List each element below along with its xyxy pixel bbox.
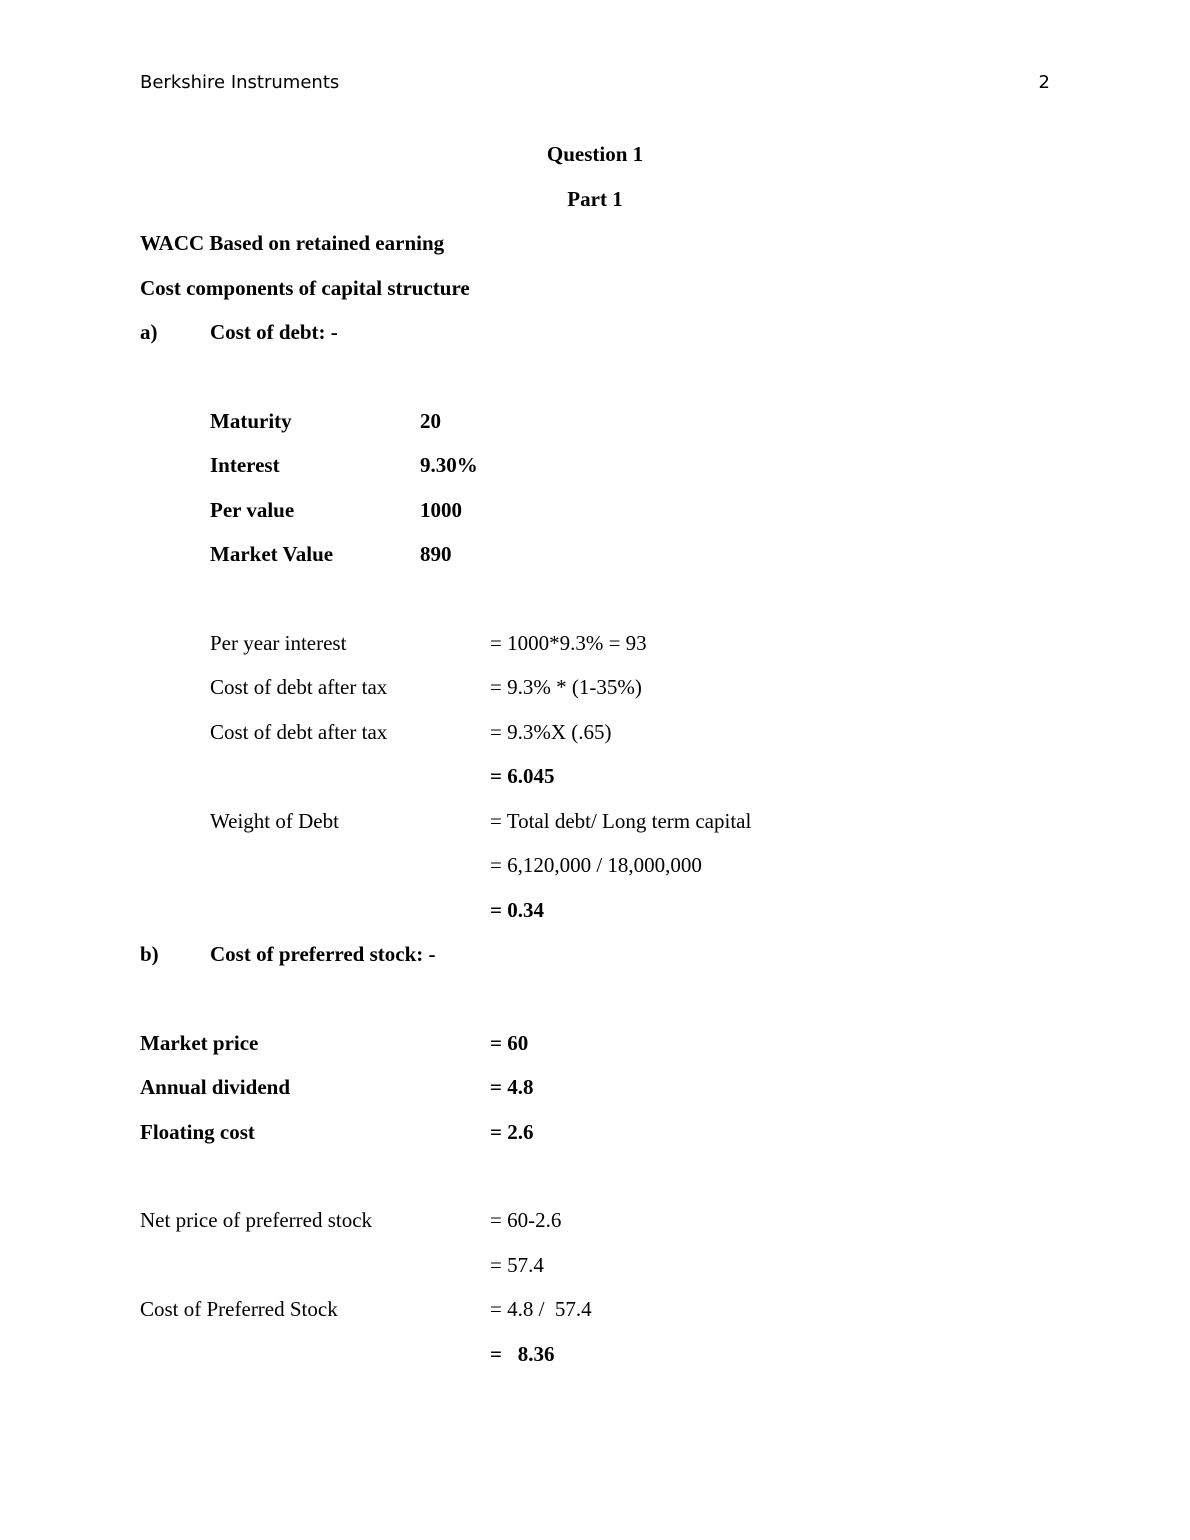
debt-input-value: 890 xyxy=(420,542,452,566)
debt-input-label: Per value xyxy=(210,498,295,522)
debt-calc-label: Cost of debt after tax xyxy=(210,720,388,744)
preferred-input-label: Market price xyxy=(140,1031,259,1055)
preferred-input-label: Annual dividend xyxy=(140,1075,290,1099)
page-number: 2 xyxy=(1038,72,1050,93)
preferred-input-label: Floating cost xyxy=(140,1120,255,1144)
debt-calc-label: Per year interest xyxy=(210,631,347,655)
preferred-input-value: = 2.6 xyxy=(490,1120,534,1144)
debt-input-label: Interest xyxy=(210,453,280,477)
debt-calc-label: Weight of Debt xyxy=(210,809,339,833)
debt-input-label: Maturity xyxy=(210,409,292,433)
debt-calc-value: = 9.3%X (.65) xyxy=(490,720,612,744)
preferred-marker: b) xyxy=(140,942,159,966)
debt-input-value: 9.30% xyxy=(420,453,478,477)
running-header-title: Berkshire Instruments xyxy=(140,72,340,93)
preferred-heading: Cost of preferred stock: - xyxy=(210,942,436,966)
debt-calc-value: = Total debt/ Long term capital xyxy=(490,809,752,833)
preferred-input-value: = 4.8 xyxy=(490,1075,534,1099)
debt-marker: a) xyxy=(140,320,158,344)
debt-calc-value: = 9.3% * (1-35%) xyxy=(490,675,642,699)
preferred-calc-label: Net price of preferred stock xyxy=(140,1208,373,1232)
subsection-heading: Cost components of capital structure xyxy=(140,276,470,300)
debt-weight-result: = 0.34 xyxy=(490,898,544,922)
preferred-calc-value: = 4.8 / 57.4 xyxy=(490,1297,592,1321)
debt-input-value: 1000 xyxy=(420,498,462,522)
debt-calc-label: Cost of debt after tax xyxy=(210,675,388,699)
debt-cost-result: = 6.045 xyxy=(490,764,555,788)
section-heading: WACC Based on retained earning xyxy=(140,231,445,255)
preferred-cost-result: = 8.36 xyxy=(490,1342,555,1366)
page-title: Question 1 xyxy=(546,142,644,166)
preferred-calc-label: Cost of Preferred Stock xyxy=(140,1297,338,1321)
preferred-calc-value: = 57.4 xyxy=(490,1253,544,1277)
debt-input-label: Market Value xyxy=(210,542,334,566)
preferred-calc-value: = 60-2.6 xyxy=(490,1208,562,1232)
debt-calc-value: = 1000*9.3% = 93 xyxy=(490,631,647,655)
debt-calc-value: = 6,120,000 / 18,000,000 xyxy=(490,853,702,877)
preferred-input-value: = 60 xyxy=(490,1031,529,1055)
debt-input-value: 20 xyxy=(420,409,441,433)
debt-heading: Cost of debt: - xyxy=(210,320,338,344)
page-subtitle: Part 1 xyxy=(567,187,623,211)
